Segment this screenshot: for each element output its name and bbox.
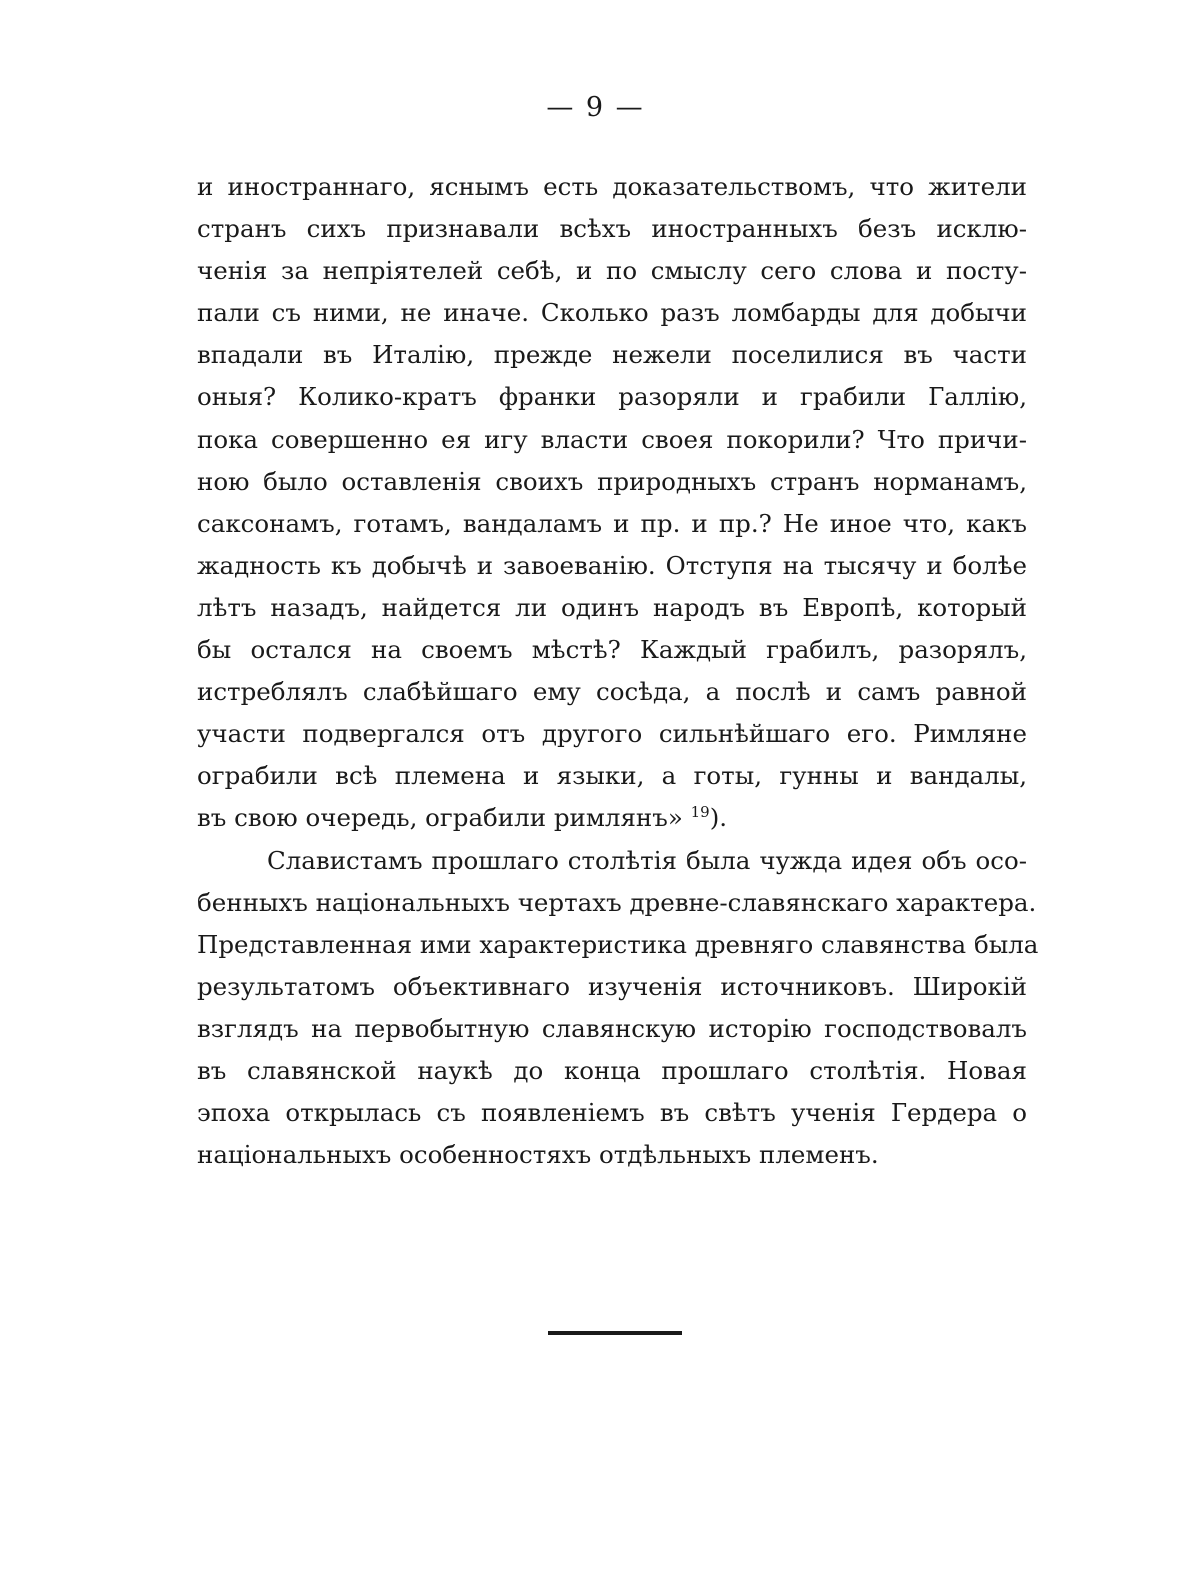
text-line: участи подвергался отъ другого сильнѣйшаго его. Римляне xyxy=(197,719,1027,749)
page-number: — 9 — xyxy=(546,92,645,123)
text-line: Славистамъ прошлаго столѣтія была чужда идея объ осо- xyxy=(267,845,1027,875)
text-line: результатомъ объективнаго изученія источниковъ. Широкій xyxy=(197,971,1027,1001)
paragraph-last-line: національныхъ особенностяхъ отдѣльныхъ племенъ. xyxy=(197,1140,879,1170)
text-line: истреблялъ слабѣйшаго ему сосѣда, а послѣ и самъ равной xyxy=(197,677,1027,707)
text-line: пока совершенно ея игу власти своея покорили? Что причи- xyxy=(197,424,1027,454)
text-line: бы остался на своемъ мѣстѣ? Каждый грабилъ, разорялъ, xyxy=(197,635,1027,665)
body-text xyxy=(197,166,1039,1176)
text-line: пали съ ними, не иначе. Сколько разъ ломбарды для добычи xyxy=(197,298,1027,328)
text-line: оныя? Колико-кратъ франки разоряли и грабили Галлію, xyxy=(197,382,1027,412)
footnote-reference: 19 xyxy=(690,803,710,822)
text-line: и иностраннаго, яснымъ есть доказательствомъ, что жители xyxy=(197,172,1027,201)
text-line: жадность къ добычѣ и завоеванію. Отступя на тысячу и болѣе xyxy=(197,550,1027,580)
text-line: въ славянской наукѣ до конца прошлаго столѣтія. Новая xyxy=(197,1055,1027,1085)
last-line-text: въ свою очередь, ограбили римлянъ» xyxy=(197,803,683,833)
text-line: взглядъ на первобытную славянскую исторію господствовалъ xyxy=(197,1013,1027,1043)
paragraph-last-line xyxy=(197,797,1027,839)
text-line: лѣтъ назадъ, найдется ли одинъ народъ въ Европѣ, который xyxy=(197,592,1027,622)
text-line: саксонамъ, готамъ, вандаламъ и пр. и пр.? Не иное что, какъ xyxy=(197,508,1027,538)
section-end-rule xyxy=(548,1331,682,1335)
text-line: бенныхъ національныхъ чертахъ древне-славянскаго характера. xyxy=(197,887,1037,917)
paragraph-2 xyxy=(197,840,1039,1177)
text-line: ограбили всѣ племена и языки, а готы, гунны и вандалы, xyxy=(197,761,1027,791)
text-line: ченія за непріятелей себѣ, и по смыслу сего слова и посту- xyxy=(197,256,1027,286)
text-line: впадали въ Италію, прежде нежели поселилися въ части xyxy=(197,340,1027,370)
text-line: эпоха открылась съ появленіемъ въ свѣтъ ученія Гердера о xyxy=(197,1098,1027,1128)
text-line: Представленная ими характеристика древняго славянства была xyxy=(197,929,1039,959)
text-line: ною было оставленія своихъ природныхъ странъ норманамъ, xyxy=(197,466,1027,496)
text-line: странъ сихъ признавали всѣхъ иностранныхъ безъ исклю- xyxy=(197,214,1027,244)
paragraph-1 xyxy=(197,166,1027,840)
last-line-end: ). xyxy=(709,803,728,833)
